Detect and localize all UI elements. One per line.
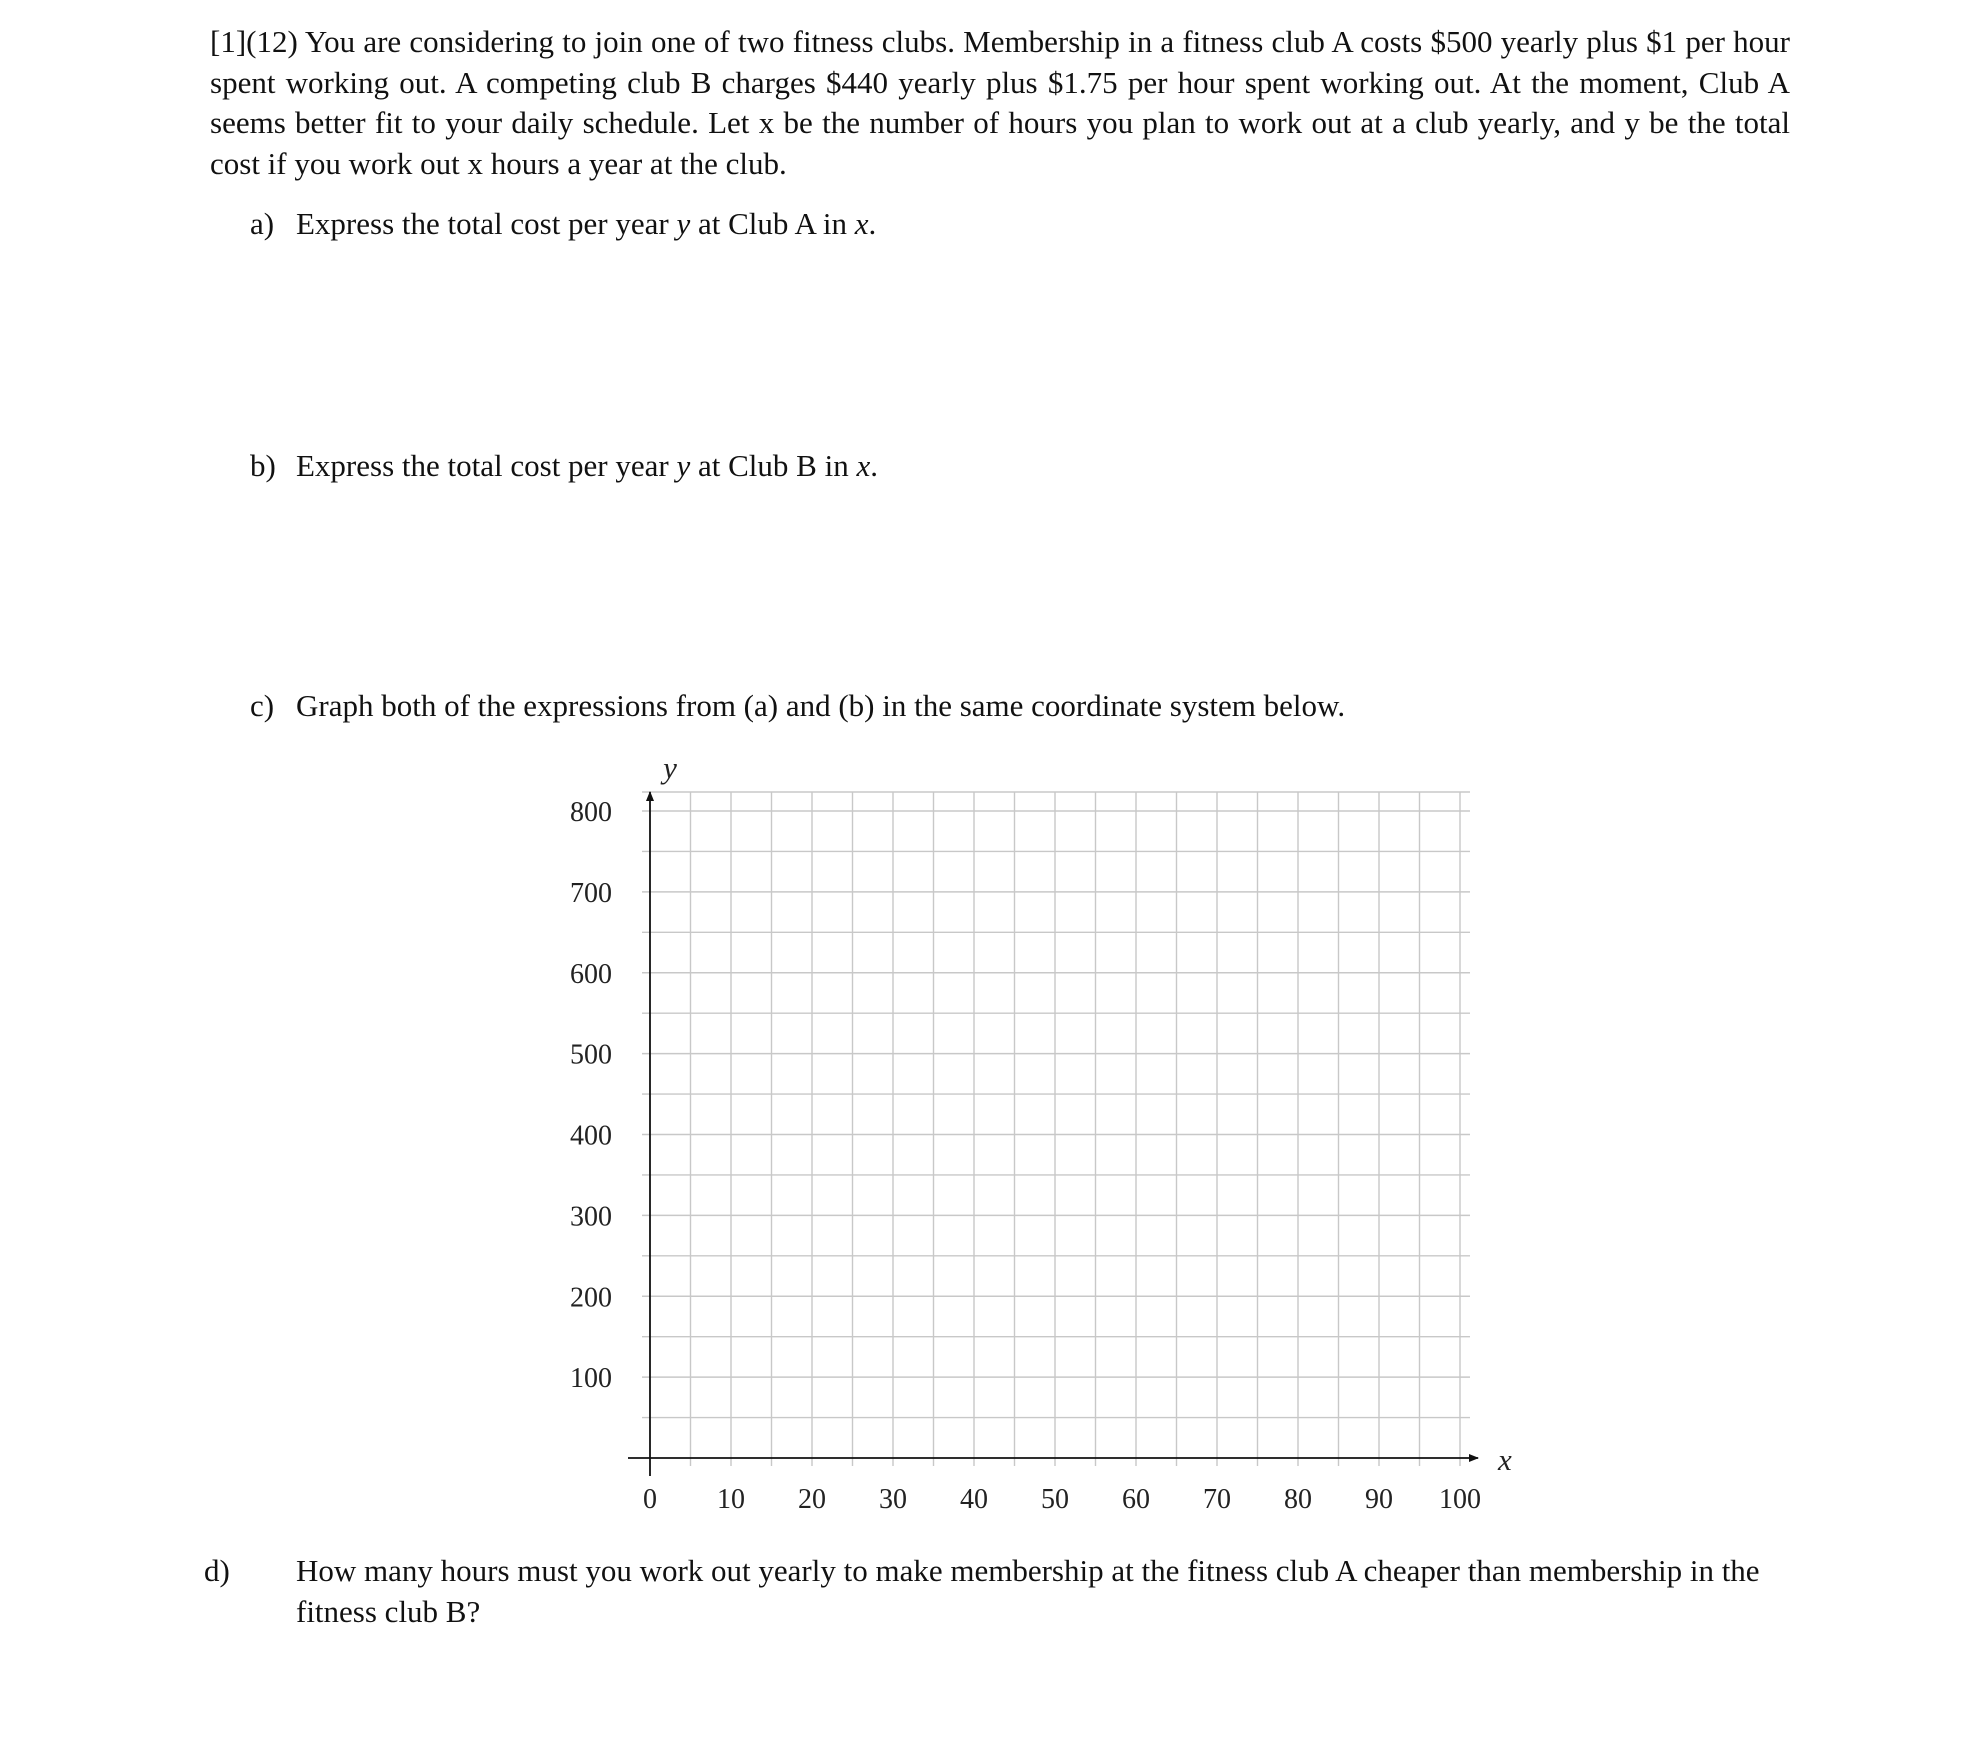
part-a-text-mid: at Club A in: [690, 206, 855, 241]
x-tick-label-100: 100: [1439, 1484, 1481, 1515]
x-axis-label: x: [1498, 1442, 1512, 1477]
part-a-text-end: .: [868, 206, 877, 241]
axes: [628, 792, 1478, 1476]
y-tick-label-200: 200: [570, 1282, 612, 1314]
x-tick-label-30: 30: [879, 1484, 907, 1515]
x-tick-label-40: 40: [960, 1484, 988, 1515]
problem-statement: [1](12) You are considering to join one of two fitness clubs. Membership in a fitness club A costs $500 yearly plus $1 per hour spent working out. A competing club B charges $440 yearly plus $1.75 per hour spent working out. At the moment, Club A seems better fit to your daily schedule. Let x be the number of hours you plan to work out at a club yearly, and y be the total cost if you work out x hours a year at the club.: [210, 24, 1790, 181]
part-b-text-end: .: [870, 448, 878, 483]
part-d-question: [204, 1551, 1836, 1632]
y-tick-label-300: 300: [570, 1201, 612, 1233]
x-tick-label-10: 10: [717, 1484, 745, 1515]
part-b-var-y: y: [676, 448, 691, 483]
tick-labels: [570, 750, 1512, 1515]
x-tick-label-90: 90: [1365, 1484, 1393, 1515]
part-a-var-y: y: [676, 206, 691, 241]
part-b-text-before: Express the total cost per year: [296, 448, 677, 483]
part-a-question: [250, 204, 1790, 245]
part-d-letter: d): [204, 1553, 230, 1588]
part-b-var-x: x: [856, 448, 871, 483]
part-b-text-mid: at Club B in: [690, 448, 857, 483]
y-tick-label-100: 100: [570, 1363, 612, 1395]
part-b-letter: b): [250, 448, 276, 483]
x-tick-label-50: 50: [1041, 1484, 1069, 1515]
y-tick-label-600: 600: [570, 958, 612, 990]
part-a-var-x: x: [854, 206, 869, 241]
x-tick-label-60: 60: [1122, 1484, 1150, 1515]
part-c-question: [250, 686, 1790, 727]
y-tick-label-700: 700: [570, 877, 612, 909]
part-c-letter: c): [250, 688, 275, 723]
part-a-text-before: Express the total cost per year: [296, 206, 677, 241]
x-tick-label-0: 0: [643, 1484, 657, 1515]
part-d-text: How many hours must you work out yearly to make membership at the fitness club A cheaper than membership in the fitness club B?: [296, 1553, 1760, 1629]
part-b-question: [250, 446, 1790, 487]
x-tick-label-20: 20: [798, 1484, 826, 1515]
y-tick-label-400: 400: [570, 1120, 612, 1152]
part-a-letter: a): [250, 206, 275, 241]
grid-lines: [642, 792, 1470, 1466]
x-tick-label-80: 80: [1284, 1484, 1312, 1515]
y-tick-label-800: 800: [570, 797, 612, 828]
part-c-text: Graph both of the expressions from (a) and (b) in the same coordinate system below.: [296, 688, 1346, 723]
y-axis-label: y: [663, 750, 677, 785]
x-tick-label-70: 70: [1203, 1484, 1231, 1515]
y-tick-label-500: 500: [570, 1039, 612, 1071]
